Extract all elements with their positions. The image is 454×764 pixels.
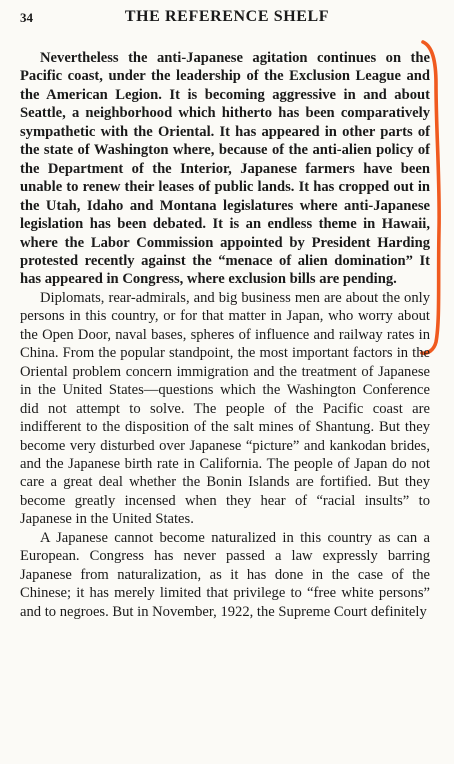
paragraph-3: A Japanese cannot become naturalized in this country as can a European. Congress has never passed a law expressly barring Japanese from naturalization, as it has done in the case of the Chinese; it has merely limited that privilege to “free white persons” and to negroes. But in November, 1922, the Supreme Court definitely	[20, 529, 430, 620]
body-text	[20, 49, 430, 621]
page-header	[20, 8, 434, 30]
paragraph-1: Nevertheless the anti-Japanese agitation continues on the Pacific coast, under the leadership of the Exclusion League and the American Legion. It is becoming aggressive in and about Seattle, a neighborhood which hitherto has been comparatively sympathetic with the Oriental. It has appeared in other parts of the state of Washington where, because of the anti-alien policy of the Department of the Interior, Japanese farmers have been unable to renew their leases of public lands. It has cropped out in the Utah, Idaho and Montana legislatures where anti-Japanese legislation has been debated. It is an endless theme in Hawaii, where the Labor Commission appointed by President Harding protested recently against the “menace of alien domination” It has appeared in Congress, where exclusion bills are pending.	[20, 50, 430, 288]
running-head: THE REFERENCE SHELF	[124, 8, 330, 25]
page-number: 34	[20, 10, 33, 25]
paragraph-2: Diplomats, rear-admirals, and big business men are about the only persons in this country, or for that matter in Japan, who worry about the Open Door, naval bases, spheres of influence and railway rates in China. From the popular standpoint, the most important factors in the Oriental problem concern immigration and the treatment of Japanese in the United States—questions which the Washington Conference did not attempt to solve. The people of the Pacific coast are indifferent to the disposition of the salt mines of Shantung. But they become very disturbed over Japanese “picture” and kankodan brides, and the Japanese birth rate in California. The people of Japan do not care a great deal whether the Bonin Islands are fortified. But they become greatly incensed when they hear of “racial insults” to Japanese in the United States.	[20, 289, 430, 528]
